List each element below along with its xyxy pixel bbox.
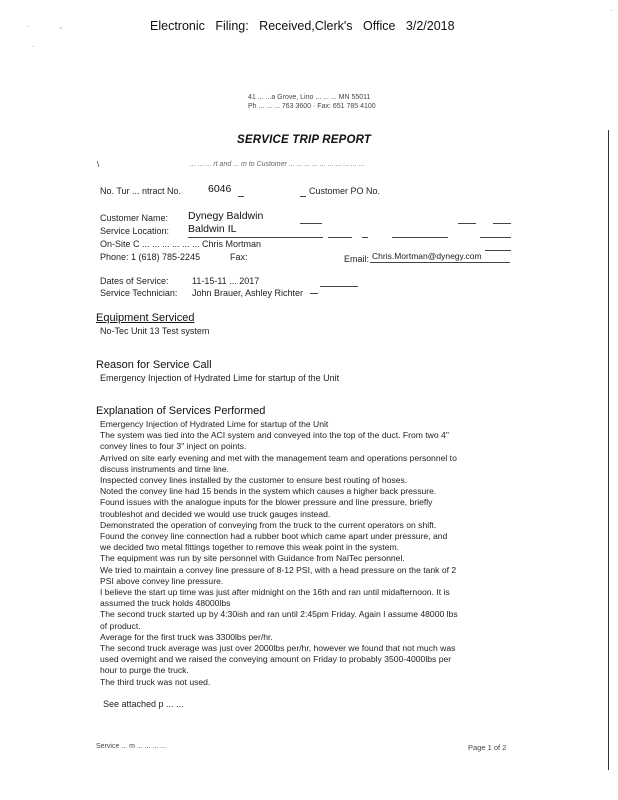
explanation-line: Noted the convey line had 15 bends in the system which causes a higher back pressure. <box>100 486 437 497</box>
contract-label: No. Tur ... ntract No. <box>100 186 182 196</box>
reason-heading: Reason for Service Call <box>96 359 212 371</box>
scan-mark: , <box>60 24 62 30</box>
phone: Phone: 1 (618) 785-2245 <box>100 252 201 262</box>
filing-stamp: Electronic Filing: Received,Clerk's Office 3/2/2018 <box>150 19 455 33</box>
see-attached: See attached p ... ... <box>103 699 184 709</box>
reason-text: Emergency Injection of Hydrated Lime for startup of the Unit <box>100 373 340 383</box>
explanation-text <box>100 419 458 688</box>
customer-name-label: Customer Name: <box>100 213 169 223</box>
explanation-line: The second truck average was just over 2000lbs per/hr, however we found that not much was <box>100 643 456 654</box>
service-location-label: Service Location: <box>100 226 170 236</box>
explanation-line: PSI above convey line pressure. <box>100 575 224 586</box>
explanation-line: The system was tied into the ACI system and conveyed into the top of the duct. From two 4" <box>100 430 449 441</box>
explanation-line: The third truck was not used. <box>100 676 211 687</box>
footer-left: Service ... m ... ... ... ... <box>96 743 167 750</box>
explanation-line: Found issues with the analogue inputs for the blower pressure and line pressure, briefly <box>100 497 433 508</box>
customer-po-label: Customer PO No. <box>309 186 381 196</box>
equipment-text: No-Tec Unit 13 Test system <box>100 326 210 336</box>
customer-name-value: Dynegy Baldwin <box>188 210 264 222</box>
explanation-line: The second truck started up by 4:30ish and ran until 2:45pm Friday. Again I assume 48000 lbs <box>100 609 458 620</box>
note-mark: \ <box>97 160 100 169</box>
service-location-value: Baldwin IL <box>188 223 237 235</box>
explanation-line: Average for the first truck was 3300lbs per/hr. <box>100 631 273 642</box>
report-title: SERVICE TRIP REPORT <box>237 134 372 146</box>
report-note: ... ... ... rt and ... m to Customer ... ... ... ... ... ... ... ... ... ... <box>190 161 365 168</box>
technician-value: John Brauer, Ashley Richter <box>192 288 304 298</box>
explanation-line: hour to purge the truck. <box>100 665 189 676</box>
equipment-heading: Equipment Serviced <box>96 312 195 324</box>
date-label: Dates of Service: <box>100 276 169 286</box>
explanation-line: Demonstrated the operation of conveying from the truck to the current operators on shift. <box>100 519 437 530</box>
technician-label: Service Technician: <box>100 288 178 298</box>
company-address-line1: 41 ... ...a Grove, Lino ... ... ... MN 55011 <box>248 94 371 101</box>
fax-label: Fax: <box>230 252 248 262</box>
explanation-heading: Explanation of Services Performed <box>96 405 266 417</box>
scan-mark: · <box>610 8 612 14</box>
explanation-line: convey lines to four 3" inject on points. <box>100 441 247 452</box>
explanation-line: The equipment was run by site personnel with Guidance from NalTec personnel. <box>100 553 405 564</box>
explanation-line: Found the convey line connection had a rubber boot which came apart under pressure, and <box>100 531 448 542</box>
date-value: 11-15-11 ... 2017 <box>192 276 260 286</box>
explanation-line: we decided two metal fittings together to remove this weak point in the system. <box>100 542 400 553</box>
scan-mark: · <box>32 44 34 50</box>
explanation-line: discuss instruments and time line. <box>100 463 229 474</box>
explanation-line: We tried to maintain a convey line pressure of 8-12 PSI, with a head pressure on the tank of 2 <box>100 564 457 575</box>
email-value: Chris.Mortman@dynegy.com <box>372 251 482 261</box>
explanation-line: troubleshot and decided we would use truck gauges instead. <box>100 508 331 519</box>
explanation-line: of product. <box>100 620 141 631</box>
contract-value: 6046 <box>208 183 232 195</box>
company-address-line2: Ph ... ... ... 763 3600 · Fax: 651 785 4100 <box>248 103 376 110</box>
explanation-line: Emergency Injection of Hydrated Lime for startup of the Unit <box>100 419 329 429</box>
onsite-contact: On-Site C ... ... ... ... ... ... Chris Mortman <box>100 239 262 249</box>
explanation-line: assumed the truck holds 48000lbs <box>100 598 231 609</box>
page-number: Page 1 of 2 <box>468 743 507 752</box>
explanation-line: Arrived on site early evening and met with the management team and operations personnel to <box>100 452 457 463</box>
scan-mark: · <box>27 24 29 30</box>
explanation-line: used overnight and we raised the conveying amount on Friday to probably 3500-4000lbs per <box>100 654 452 665</box>
email-label: Email: <box>344 254 370 264</box>
explanation-line: I believe the start up time was just after midnight on the 16th and ran until midafternoon. It is <box>100 587 450 598</box>
explanation-line: Inspected convey lines installed by the customer to ensure best routing of hoses. <box>100 475 408 486</box>
scan-edge <box>608 130 609 770</box>
